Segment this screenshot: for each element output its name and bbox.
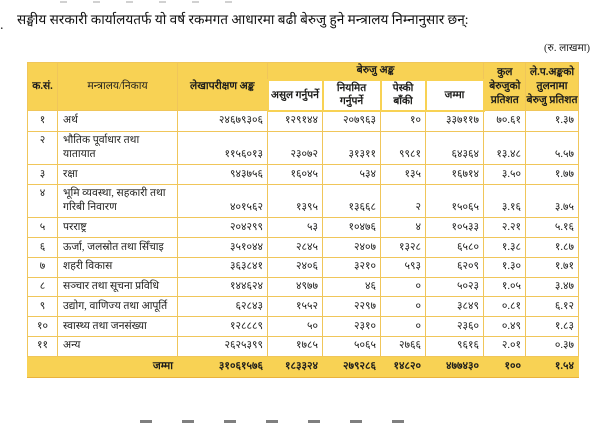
cell-ministry: सञ्चार तथा सूचना प्रविधि <box>58 277 178 297</box>
cell-advance-due: १० <box>381 111 426 131</box>
cell-total: ९६१६ <box>426 336 484 356</box>
cell-ministry: परराष्ट्र <box>58 218 178 238</box>
cell-audit-amount: ११५६०१३ <box>178 131 268 165</box>
cell-audit-amount: ३६३८४१ <box>178 257 268 277</box>
total-label: जम्मा <box>28 356 178 377</box>
cell-ministry: उद्योग, वाणिज्य तथा आपूर्ति <box>58 297 178 317</box>
cell-regularize: ३१३११ <box>323 131 381 165</box>
cell-advance-due: ४ <box>381 218 426 238</box>
cell-pct-vs-audit: १.७७ <box>526 165 579 185</box>
cell-sn: ३ <box>28 165 58 185</box>
cell-ministry: शहरी विकास <box>58 257 178 277</box>
cell-recoverable: १७८५ <box>268 336 323 356</box>
total-row <box>28 356 579 377</box>
cell-sn: ८ <box>28 277 58 297</box>
cell-pct-vs-audit: ५.१६ <box>526 218 579 238</box>
cell-regularize: ३२१० <box>323 257 381 277</box>
cell-sn: ७ <box>28 257 58 277</box>
total-regular: २७९२८६ <box>323 356 381 377</box>
cell-sn: ६ <box>28 238 58 258</box>
cell-regularize: ४६ <box>323 277 381 297</box>
total-recover: १८३३२४ <box>268 356 323 377</box>
cell-ministry: अर्थ <box>58 111 178 131</box>
cell-advance-due: १३२८ <box>381 238 426 258</box>
cell-regularize: ५३४ <box>323 165 381 185</box>
unit-note: (रु. लाखमा) <box>544 43 590 54</box>
cell-pct-vs-audit: ०.३७ <box>526 336 579 356</box>
cell-total: १६७१४ <box>426 165 484 185</box>
cell-audit-amount: ९४३७५६ <box>178 165 268 185</box>
cell-regularize: २४०७ <box>323 238 381 258</box>
table-row <box>28 184 579 218</box>
berju-ministry-table <box>27 62 579 378</box>
cell-total: ३३७११७ <box>426 111 484 131</box>
cell-pct-of-total: १.३८ <box>484 238 526 258</box>
cell-recoverable: ५३ <box>268 218 323 238</box>
cell-advance-due: ५९३ <box>381 257 426 277</box>
total-advance: १४८२० <box>381 356 426 377</box>
cell-pct-of-total: १३.४८ <box>484 131 526 165</box>
header-pct-vs-audit: ले.प.अङ्कको तुलनामा बेरुजु प्रतिशत <box>526 63 579 111</box>
list-number-fragment: . <box>0 18 4 33</box>
cell-regularize: ५०६५ <box>323 336 381 356</box>
cell-audit-amount: ४०१५६२ <box>178 184 268 218</box>
header-regularize: नियमित गर्नुपर्ने <box>323 80 381 111</box>
cell-total: ३८४९ <box>426 297 484 317</box>
cell-sn: १ <box>28 111 58 131</box>
table-row <box>28 131 579 165</box>
cell-pct-of-total: २.२१ <box>484 218 526 238</box>
total-pct-vs-audit: १.५४ <box>526 356 579 377</box>
cell-ministry: रक्षा <box>58 165 178 185</box>
cell-total: १५०६५ <box>426 184 484 218</box>
cell-total: ६२०९ <box>426 257 484 277</box>
cell-pct-vs-audit: १.८३ <box>526 317 579 337</box>
cell-audit-amount: १४४६२४ <box>178 277 268 297</box>
cell-pct-of-total: ७०.६१ <box>484 111 526 131</box>
table-row <box>28 218 579 238</box>
cell-regularize: १०४७६ <box>323 218 381 238</box>
table-row <box>28 277 579 297</box>
cell-pct-of-total: १.३० <box>484 257 526 277</box>
header-pct-of-total: कुल बेरुजुको प्रतिशत <box>484 63 526 111</box>
cell-total: ६४३६४ <box>426 131 484 165</box>
cell-regularize: २३१० <box>323 317 381 337</box>
cell-sn: ५ <box>28 218 58 238</box>
cell-audit-amount: २६२५३९९ <box>178 336 268 356</box>
cell-recoverable: ४९७७ <box>268 277 323 297</box>
header-audit-amount: लेखापरीक्षण अङ्क <box>178 63 268 111</box>
cell-pct-vs-audit: ३.७५ <box>526 184 579 218</box>
cell-advance-due: ० <box>381 297 426 317</box>
header-advance-due: पेस्की बाँकी <box>381 80 426 111</box>
cell-sn: २ <box>28 131 58 165</box>
table-row <box>28 165 579 185</box>
table-body <box>28 111 579 356</box>
header-berju-group: बेरुजु अङ्क <box>268 63 484 80</box>
cell-ministry: अन्य <box>58 336 178 356</box>
cell-pct-of-total: ०.८१ <box>484 297 526 317</box>
cell-recoverable: १५५२ <box>268 297 323 317</box>
cell-sn: ४ <box>28 184 58 218</box>
cell-recoverable: १३९५ <box>268 184 323 218</box>
cell-ministry: ऊर्जा, जलस्रोत तथा सिँचाइ <box>58 238 178 258</box>
total-pct-of-total: १०० <box>484 356 526 377</box>
cell-audit-amount: २०४२९९ <box>178 218 268 238</box>
cell-total: १०५३३ <box>426 218 484 238</box>
total-total: ४७७४३० <box>426 356 484 377</box>
cell-sn: १० <box>28 317 58 337</box>
cell-total: ६५८० <box>426 238 484 258</box>
cell-recoverable: २३०७२ <box>268 131 323 165</box>
cell-recoverable: २४०६ <box>268 257 323 277</box>
cell-pct-of-total: १.०५ <box>484 277 526 297</box>
table-row <box>28 238 579 258</box>
cell-ministry: स्वास्थ्य तथा जनसंख्या <box>58 317 178 337</box>
cell-pct-vs-audit: १.८७ <box>526 238 579 258</box>
cell-regularize: २२९७ <box>323 297 381 317</box>
header-total: जम्मा <box>426 80 484 111</box>
cell-pct-of-total: ०.४९ <box>484 317 526 337</box>
cell-advance-due: ० <box>381 277 426 297</box>
total-audit: ३१०६१५७६ <box>178 356 268 377</box>
cell-advance-due: २७६६ <box>381 336 426 356</box>
cell-audit-amount: १२८८८९ <box>178 317 268 337</box>
cell-ministry: भौतिक पूर्वाधार तथा यातायात <box>58 131 178 165</box>
cell-recoverable: २८४५ <box>268 238 323 258</box>
cell-audit-amount: ३५१०४४ <box>178 238 268 258</box>
cell-regularize: २०७९६३ <box>323 111 381 131</box>
cell-advance-due: ९९८१ <box>381 131 426 165</box>
table-footer <box>28 356 579 377</box>
cell-pct-vs-audit: १.३७ <box>526 111 579 131</box>
cell-ministry: भूमि व्यवस्था, सहकारी तथा गरिबी निवारण <box>58 184 178 218</box>
cell-sn: ९ <box>28 297 58 317</box>
cell-advance-due: ० <box>381 317 426 337</box>
cell-recoverable: १६०४५ <box>268 165 323 185</box>
table-row <box>28 336 579 356</box>
header-sn: क.सं. <box>28 63 58 111</box>
cell-advance-due: २ <box>381 184 426 218</box>
cropped-next-line-fragment <box>140 420 600 425</box>
table-row <box>28 297 579 317</box>
cell-total: २३६० <box>426 317 484 337</box>
cell-audit-amount: ६२८४३ <box>178 297 268 317</box>
cropped-previous-line-fragment <box>60 1 580 5</box>
header-recoverable: असुल गर्नुपर्ने <box>268 80 323 111</box>
cell-recoverable: १२९१४४ <box>268 111 323 131</box>
table-header <box>28 63 579 111</box>
cell-pct-of-total: ३.१६ <box>484 184 526 218</box>
cell-total: ५०२३ <box>426 277 484 297</box>
cell-audit-amount: २४६७९३०६ <box>178 111 268 131</box>
cell-pct-of-total: ३.५० <box>484 165 526 185</box>
cell-pct-of-total: २.०१ <box>484 336 526 356</box>
table-row <box>28 111 579 131</box>
table-row <box>28 257 579 277</box>
report-title: सङ्घीय सरकारी कार्यालयतर्फ यो वर्ष रकमगत आधारमा बढी बेरुजु हुने मन्त्रालय निम्नानुसार छन्: <box>17 12 469 27</box>
cell-pct-vs-audit: ५.५७ <box>526 131 579 165</box>
cell-pct-vs-audit: ६.१२ <box>526 297 579 317</box>
cell-recoverable: ५० <box>268 317 323 337</box>
cell-sn: ११ <box>28 336 58 356</box>
table-row <box>28 317 579 337</box>
header-ministry: मन्त्रालय/निकाय <box>58 63 178 111</box>
cell-regularize: १३६६८ <box>323 184 381 218</box>
cell-advance-due: १३५ <box>381 165 426 185</box>
cell-pct-vs-audit: १.७१ <box>526 257 579 277</box>
cell-pct-vs-audit: ३.४७ <box>526 277 579 297</box>
